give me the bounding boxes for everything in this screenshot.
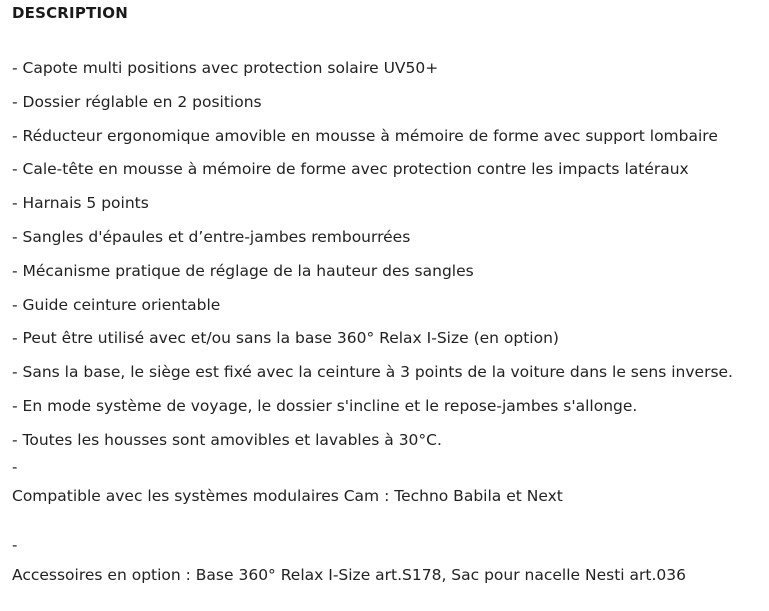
accessories-text: Accessoires en option : Base 360° Relax I-Size art.S178, Sac pour nacelle Nesti art.036 (12, 566, 686, 584)
feature-item: - Sangles d'épaules et d’entre-jambes rembourrées (12, 227, 411, 246)
separator-dash: - (12, 458, 18, 476)
feature-item: - Capote multi positions avec protection solaire UV50+ (12, 59, 439, 77)
feature-item: - En mode système de voyage, le dossier s'incline et le repose-jambes s'allonge. (12, 396, 638, 415)
feature-item: - Guide ceinture orientable (12, 295, 221, 314)
feature-item: - Sans la base, le siège est fixé avec la ceinture à 3 points de la voiture dans le sens inverse. (12, 363, 733, 382)
feature-list (12, 52, 733, 458)
compatibility-text: Compatible avec les systèmes modulaires Cam : Techno Babila et Next (12, 487, 563, 505)
feature-item: - Réducteur ergonomique amovible en mousse à mémoire de forme avec support lombaire (12, 126, 718, 145)
feature-item: - Mécanisme pratique de réglage de la hauteur des sangles (12, 261, 474, 280)
feature-item: - Toutes les housses sont amovibles et lavables à 30°C. (12, 430, 442, 449)
feature-item: - Harnais 5 points (12, 194, 149, 213)
feature-item: - Dossier réglable en 2 positions (12, 92, 262, 111)
feature-item: - Peut être utilisé avec et/ou sans la base 360° Relax I-Size (en option) (12, 329, 559, 348)
description-heading: DESCRIPTION (12, 4, 128, 22)
separator-dash: - (12, 536, 18, 554)
feature-item: - Cale-tête en mousse à mémoire de forme avec protection contre les impacts latéraux (12, 160, 689, 179)
